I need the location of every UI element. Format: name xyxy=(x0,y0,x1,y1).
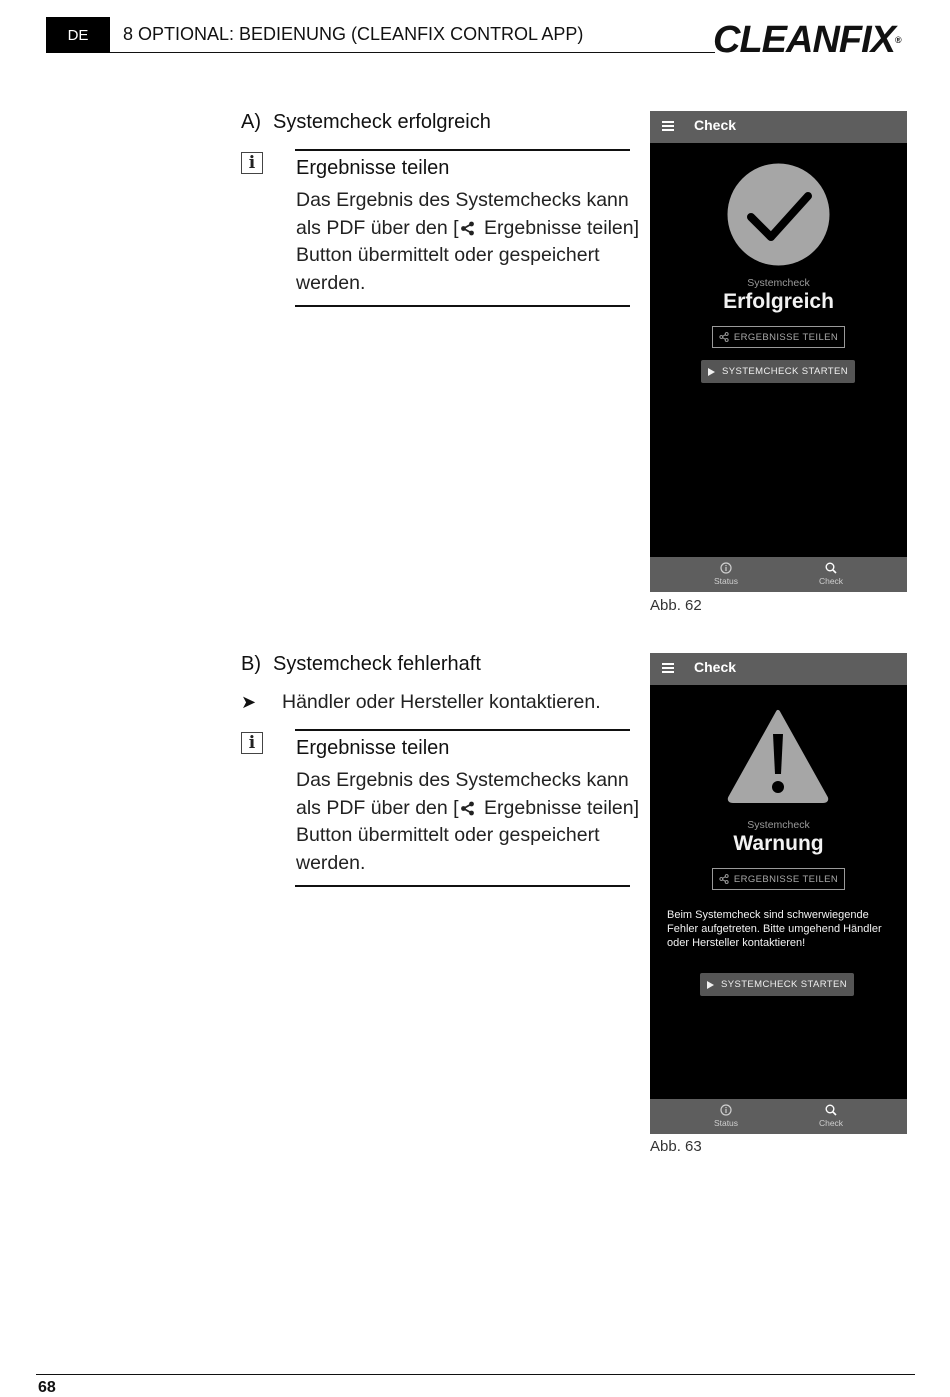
share-results-button[interactable] xyxy=(712,326,845,348)
share-icon xyxy=(460,801,475,816)
status-result: Warnung xyxy=(733,832,824,855)
share-icon xyxy=(719,874,729,884)
section-a-title xyxy=(241,111,491,134)
info-circle-icon xyxy=(720,562,732,574)
app-bar-title: Check xyxy=(694,117,737,133)
note-b-bottom-rule xyxy=(295,885,630,887)
info-icon: i xyxy=(241,732,263,754)
status-result: Erfolgreich xyxy=(723,290,834,313)
note-b-body-start: Das Ergebnis des Systemchecks kann als PDF über den [ xyxy=(296,769,629,819)
action-instruction: Händler oder Hersteller kontaktieren. xyxy=(282,691,601,713)
app-top-bar xyxy=(650,111,907,143)
bottom-navigation xyxy=(650,1099,907,1134)
nav-label-check: Check xyxy=(818,1118,844,1128)
nav-label-status: Status xyxy=(713,576,739,586)
nav-item-check[interactable] xyxy=(801,1104,861,1128)
warning-triangle-icon xyxy=(726,708,830,804)
play-icon xyxy=(708,368,715,376)
share-results-button[interactable] xyxy=(712,868,845,890)
page-number: 68 xyxy=(38,1379,56,1396)
note-b-body xyxy=(296,767,641,877)
note-a-bottom-rule xyxy=(295,305,630,307)
nav-item-check[interactable] xyxy=(801,562,861,586)
note-a-top-rule xyxy=(295,149,630,151)
header-divider xyxy=(110,52,715,53)
app-bar-title: Check xyxy=(694,659,737,675)
share-results-label: ERGEBNISSE TEILEN xyxy=(733,873,839,885)
start-systemcheck-button[interactable] xyxy=(700,973,854,996)
start-systemcheck-label: SYSTEMCHECK STARTEN xyxy=(721,366,849,377)
search-icon xyxy=(825,562,837,574)
note-a-body-end: Ergebnisse teilen] Button übermittelt oder gespeichert werden. xyxy=(296,216,640,294)
note-a-body xyxy=(296,187,641,297)
note-b-body-end: Ergebnisse teilen] Button übermittelt oder gespeichert werden. xyxy=(296,796,640,874)
info-icon: i xyxy=(241,152,263,174)
info-circle-icon xyxy=(720,1104,732,1116)
phone-screenshot-success xyxy=(650,111,907,592)
section-a-title-text: Systemcheck erfolgreich xyxy=(273,111,491,133)
section-b-title xyxy=(241,653,481,676)
status-caption: Systemcheck xyxy=(747,819,810,831)
section-a-letter: A) xyxy=(241,111,261,133)
start-systemcheck-button[interactable] xyxy=(701,360,855,383)
share-icon xyxy=(460,221,475,236)
phone-screenshot-warning xyxy=(650,653,907,1134)
play-icon xyxy=(707,981,714,989)
search-icon xyxy=(825,1104,837,1116)
note-a-heading: Ergebnisse teilen xyxy=(296,157,450,179)
hamburger-menu-icon[interactable] xyxy=(662,663,674,673)
bottom-navigation xyxy=(650,557,907,592)
status-caption: Systemcheck xyxy=(747,277,810,289)
nav-item-status[interactable] xyxy=(696,1104,756,1128)
note-b-heading: Ergebnisse teilen xyxy=(296,737,450,759)
check-circle-icon xyxy=(727,163,830,266)
nav-item-status[interactable] xyxy=(696,562,756,586)
section-b-letter: B) xyxy=(241,653,261,675)
share-results-label: ERGEBNISSE TEILEN xyxy=(733,331,839,343)
figure-caption-63: Abb. 63 xyxy=(650,1138,702,1155)
start-systemcheck-label: SYSTEMCHECK STARTEN xyxy=(720,979,848,990)
brand-logo xyxy=(713,14,902,66)
share-icon xyxy=(719,332,729,342)
app-top-bar xyxy=(650,653,907,685)
language-badge: DE xyxy=(46,17,110,53)
nav-label-status: Status xyxy=(713,1118,739,1128)
brand-name: CLEANFIX xyxy=(713,19,895,61)
note-b-top-rule xyxy=(295,729,630,731)
hamburger-menu-icon[interactable] xyxy=(662,121,674,131)
section-b-title-text: Systemcheck fehlerhaft xyxy=(273,653,481,675)
brand-registered-mark: ® xyxy=(895,35,902,45)
warning-message: Beim Systemcheck sind schwerwiegende Fehler aufgetreten. Bitte umgehend Händler oder Hersteller kontaktieren! xyxy=(667,909,882,949)
bullet-arrow-icon: ➤ xyxy=(241,692,257,712)
note-a-body-start: Das Ergebnis des Systemchecks kann als PDF über den [ xyxy=(296,189,629,239)
chapter-title: 8 OPTIONAL: BEDIENUNG (CLEANFIX CONTROL APP) xyxy=(123,24,584,44)
footer-divider xyxy=(36,1374,915,1375)
figure-caption-62: Abb. 62 xyxy=(650,597,702,614)
nav-label-check: Check xyxy=(818,576,844,586)
